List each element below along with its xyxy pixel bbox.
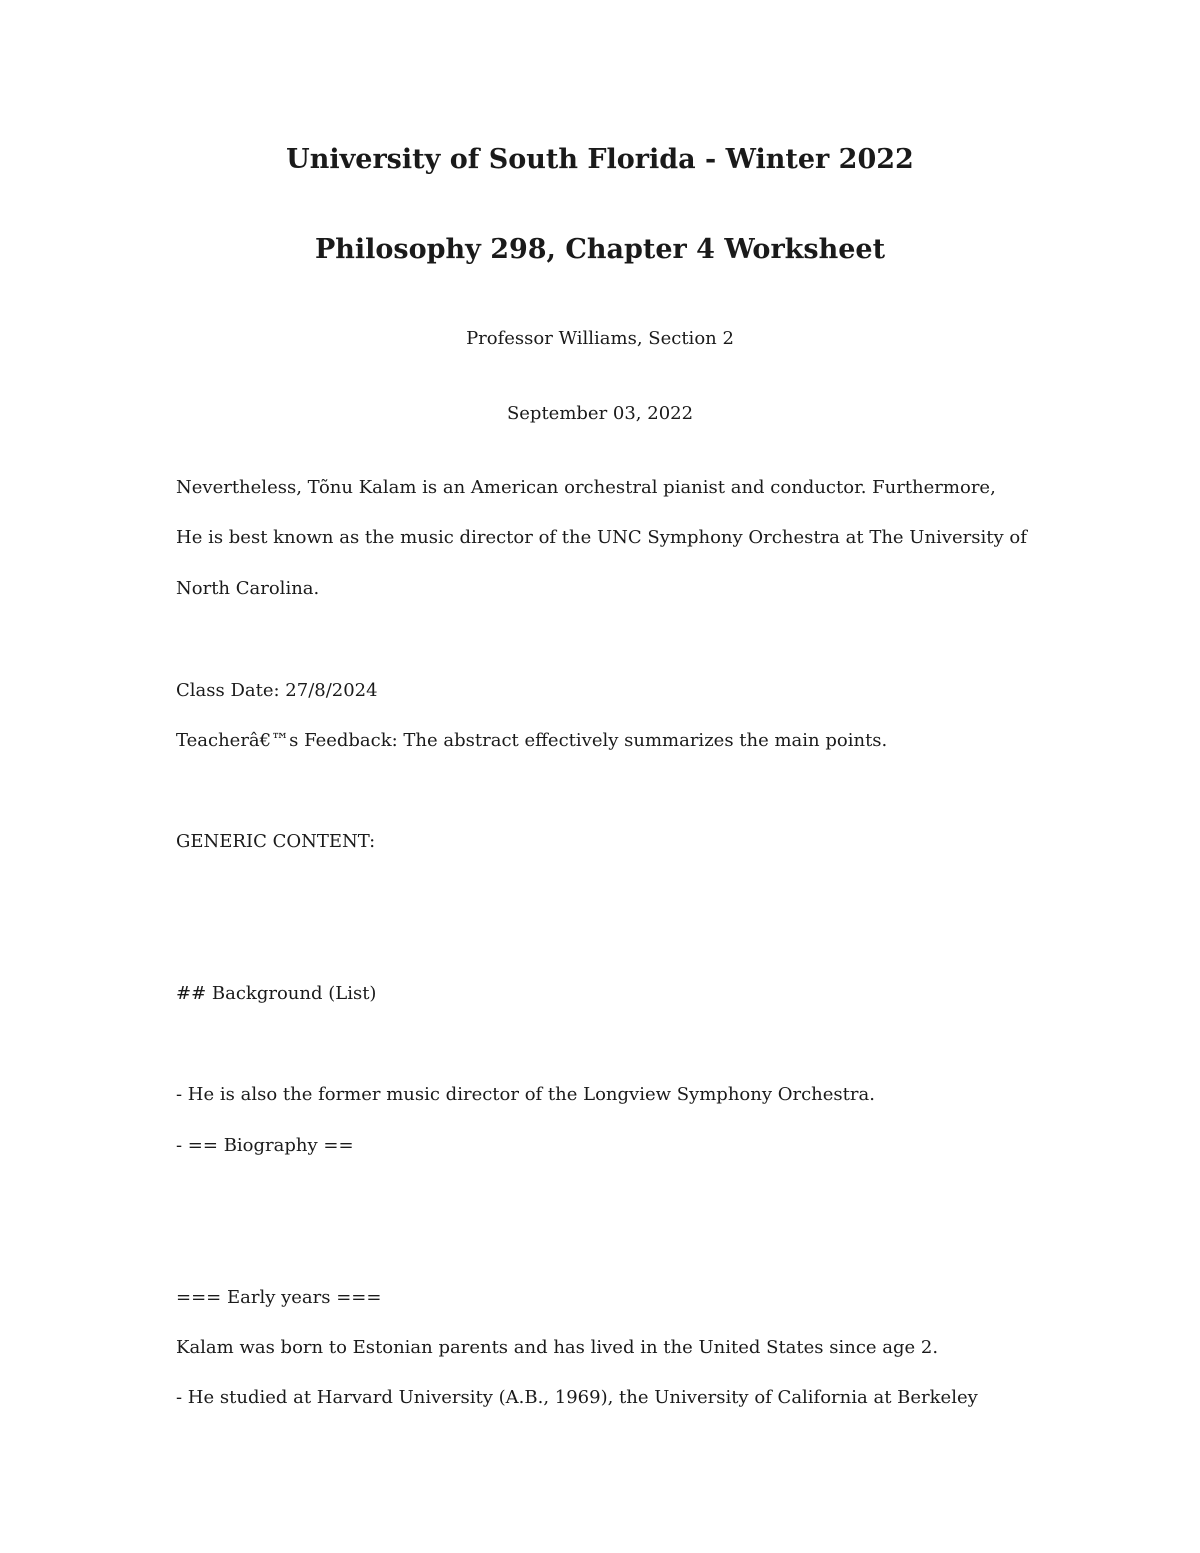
teacher-feedback: Teacherâ€™s Feedback: The abstract effectively summarizes the main points.	[176, 730, 888, 751]
university-title: University of South Florida - Winter 2022	[286, 144, 914, 175]
intro-line-3: North Carolina.	[176, 578, 320, 599]
list-item: - == Biography ==	[176, 1135, 354, 1156]
list-item: - He studied at Harvard University (A.B., 1969), the University of California at Berkeley	[176, 1387, 978, 1408]
class-date: Class Date: 27/8/2024	[176, 680, 378, 701]
list-item: - He is also the former music director of the Longview Symphony Orchestra.	[176, 1084, 875, 1105]
intro-line-1: Nevertheless, Tõnu Kalam is an American orchestral pianist and conductor. Furthermore,	[176, 477, 996, 498]
intro-line-2: He is best known as the music director of the UNC Symphony Orchestra at The University of	[176, 527, 1027, 548]
document-date: September 03, 2022	[506, 403, 694, 424]
background-heading: ## Background (List)	[176, 983, 377, 1004]
professor-line: Professor Williams, Section 2	[466, 328, 734, 349]
course-title: Philosophy 298, Chapter 4 Worksheet	[314, 234, 886, 265]
early-years-text: Kalam was born to Estonian parents and has lived in the United States since age 2.	[176, 1337, 939, 1358]
early-years-heading: === Early years ===	[176, 1287, 382, 1308]
generic-content-heading: GENERIC CONTENT:	[176, 831, 376, 852]
